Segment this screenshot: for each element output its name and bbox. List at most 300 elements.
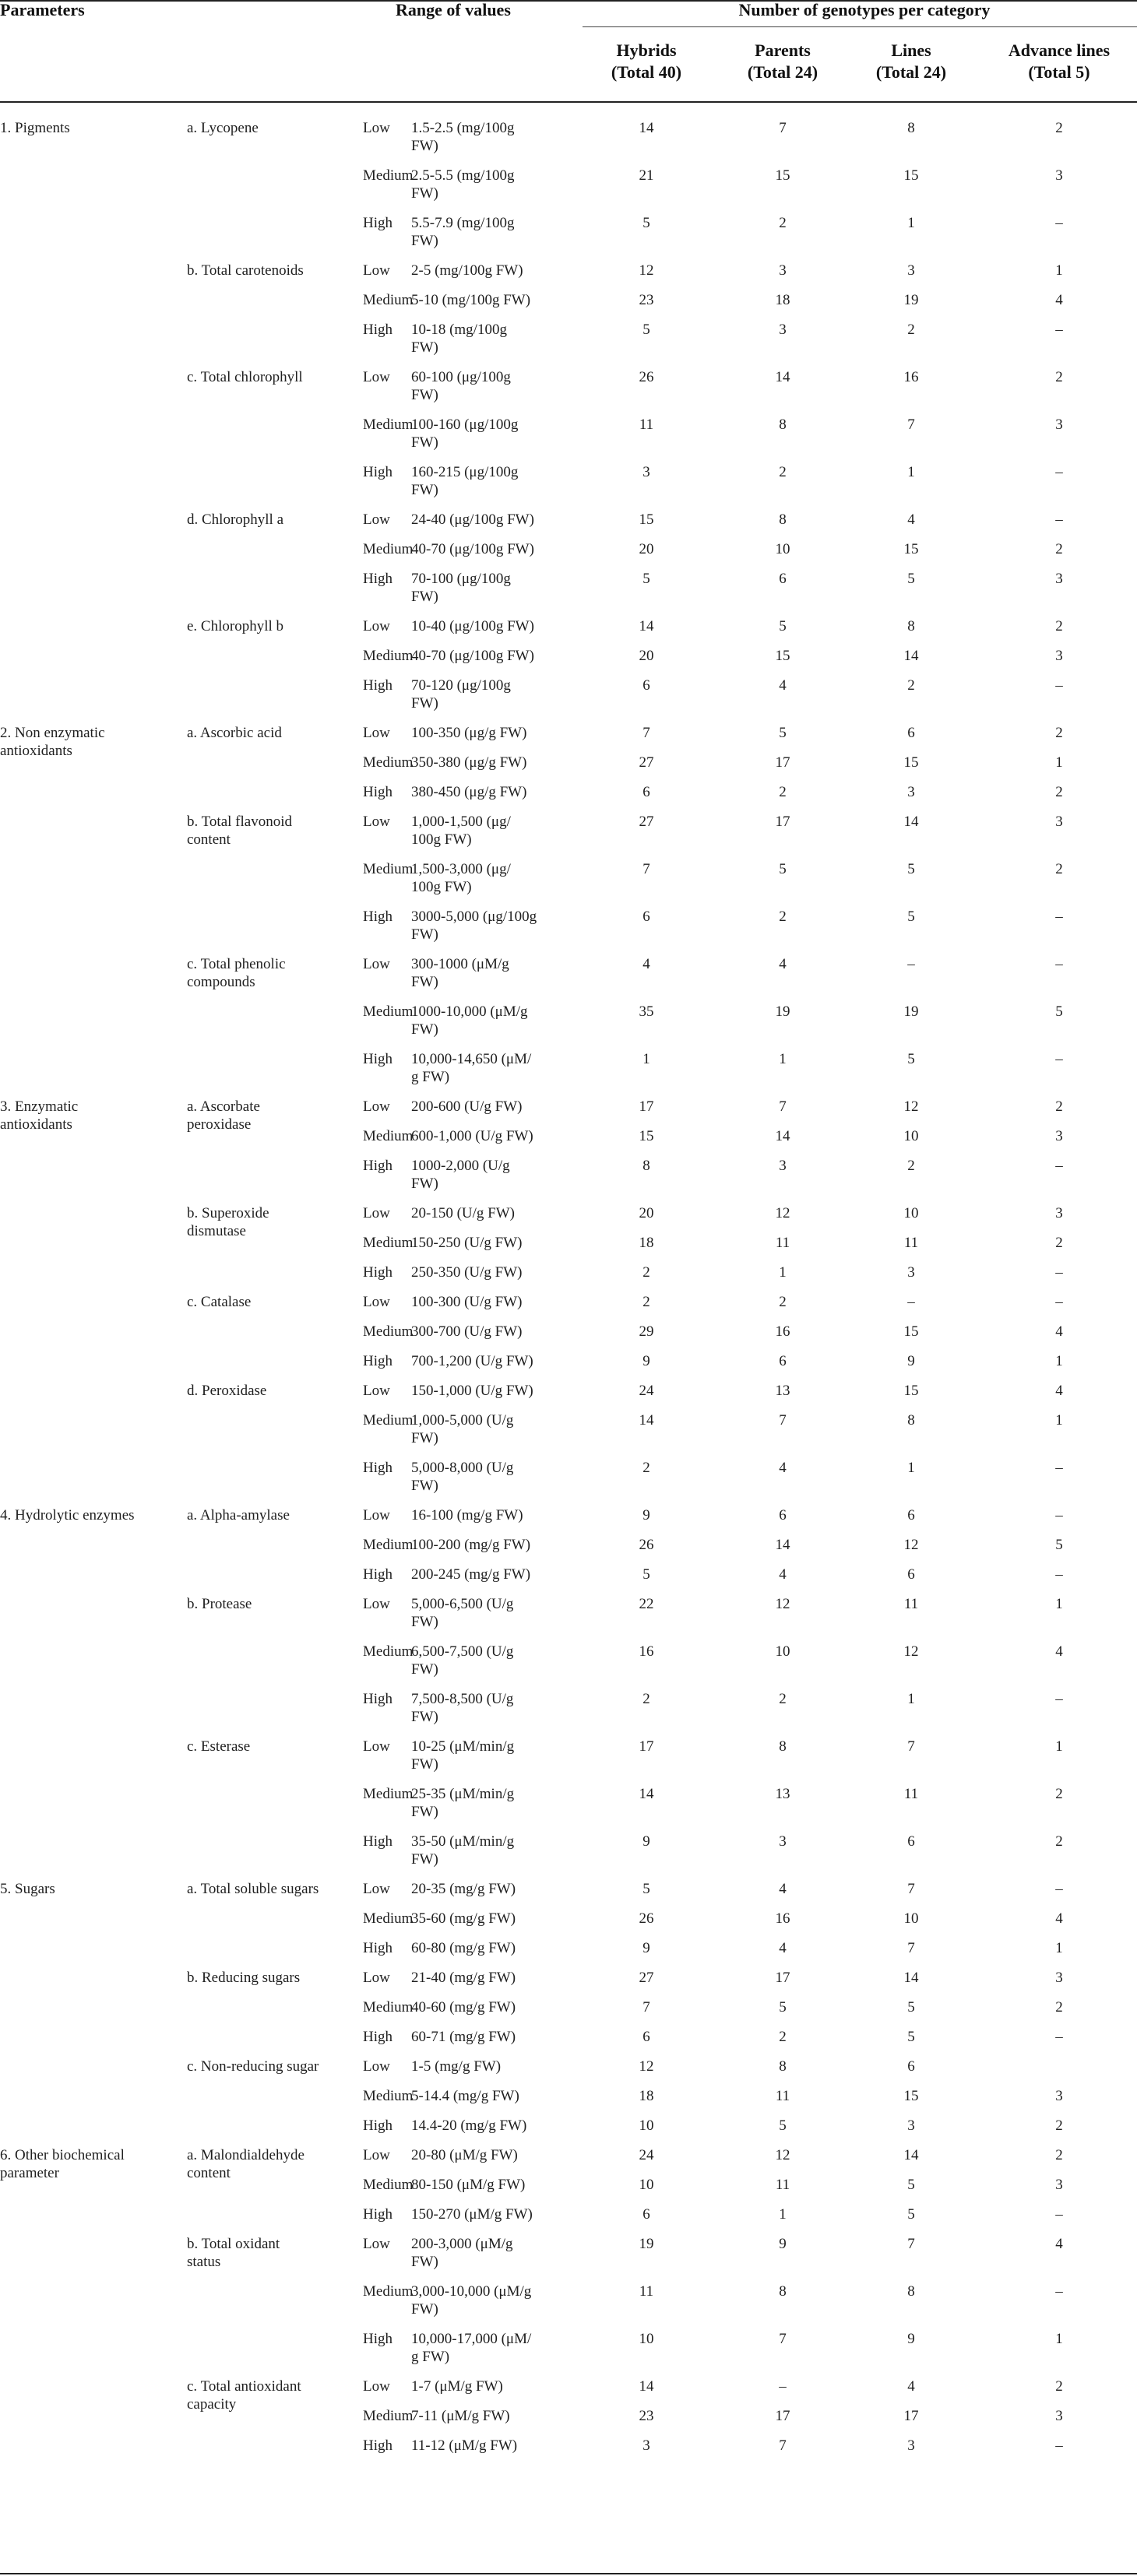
genotype-count: 15 bbox=[903, 2088, 919, 2104]
range-value: 3000-5,000 (μg/100g bbox=[411, 908, 537, 925]
genotype-count: 9 bbox=[779, 2236, 787, 2252]
genotype-count: 4 bbox=[907, 511, 915, 528]
genotype-count: 7 bbox=[907, 1738, 915, 1755]
level-label: Medium bbox=[363, 2283, 414, 2300]
parameter-label: a. Ascorbic acid bbox=[187, 725, 282, 741]
range-value: 100-350 (μg/g FW) bbox=[411, 725, 527, 741]
range-value: 100-300 (U/g FW) bbox=[411, 1294, 523, 1310]
genotype-count: 1 bbox=[642, 1051, 650, 1067]
genotype-count: 6 bbox=[642, 2206, 650, 2223]
genotype-count: 6 bbox=[642, 677, 650, 694]
genotype-count: – bbox=[1055, 1051, 1063, 1067]
genotype-count: 8 bbox=[779, 2283, 787, 2300]
genotype-count: 16 bbox=[639, 1643, 654, 1660]
genotype-count: 5 bbox=[907, 2029, 915, 2045]
genotype-count: 4 bbox=[1055, 2236, 1063, 2252]
genotype-count: 7 bbox=[779, 2331, 787, 2347]
genotype-count: 5 bbox=[779, 2117, 787, 2134]
range-value: FW) bbox=[411, 339, 438, 356]
level-label: High bbox=[363, 2437, 392, 2454]
range-value: FW) bbox=[411, 926, 438, 943]
genotype-count: 3 bbox=[907, 262, 915, 279]
level-label: High bbox=[363, 1833, 392, 1850]
range-value: 160-215 (μg/100g bbox=[411, 464, 519, 480]
genotype-count: 7 bbox=[779, 2437, 787, 2454]
genotype-count: 2 bbox=[642, 1460, 650, 1476]
group-label: 6. Other biochemical bbox=[0, 2147, 125, 2163]
genotype-count: 26 bbox=[639, 1910, 654, 1927]
parameter-label: d. Chlorophyll a bbox=[187, 511, 284, 528]
genotype-count: 2 bbox=[1055, 1786, 1063, 1802]
range-value: FW) bbox=[411, 2301, 438, 2318]
genotype-count: 5 bbox=[907, 861, 915, 877]
genotype-count: 10 bbox=[903, 1128, 919, 1144]
range-value: 5,000-8,000 (U/g bbox=[411, 1460, 514, 1476]
genotype-count: 11 bbox=[775, 2177, 790, 2193]
genotype-count: – bbox=[1055, 1566, 1063, 1583]
range-value: FW) bbox=[411, 387, 438, 403]
genotype-count: 4 bbox=[1055, 1910, 1063, 1927]
genotype-count: 3 bbox=[907, 2437, 915, 2454]
level-label: High bbox=[363, 1691, 392, 1707]
range-value: 1.5-2.5 (mg/100g bbox=[411, 120, 515, 136]
genotype-count: 10 bbox=[903, 1205, 919, 1221]
range-value: 100-200 (mg/g FW) bbox=[411, 1537, 531, 1553]
genotype-count: 3 bbox=[1055, 416, 1063, 433]
range-value: 35-50 (μM/min/g bbox=[411, 1833, 515, 1850]
level-label: Medium bbox=[363, 167, 414, 184]
genotype-count: 7 bbox=[779, 1412, 787, 1429]
genotype-count: 2 bbox=[1055, 369, 1063, 385]
genotype-count: 14 bbox=[639, 2378, 654, 2395]
level-label: High bbox=[363, 2117, 392, 2134]
genotype-count: – bbox=[1055, 1294, 1063, 1310]
genotype-count: 11 bbox=[775, 1235, 790, 1251]
range-value: 150-1,000 (U/g FW) bbox=[411, 1383, 533, 1399]
range-value: FW) bbox=[411, 1851, 438, 1868]
genotype-count: 3 bbox=[1055, 2177, 1063, 2193]
genotype-count: 4 bbox=[1055, 1383, 1063, 1399]
range-value: FW) bbox=[411, 434, 438, 451]
genotype-count: 10 bbox=[903, 1910, 919, 1927]
genotype-count: 1 bbox=[1055, 1353, 1063, 1369]
level-label: Low bbox=[363, 262, 390, 279]
bottom-rule bbox=[0, 2573, 1137, 2574]
genotype-count: 3 bbox=[1055, 571, 1063, 587]
range-value: 2.5-5.5 (mg/100g bbox=[411, 167, 515, 184]
genotype-count: 3 bbox=[779, 322, 787, 338]
range-value: 150-270 (μM/g FW) bbox=[411, 2206, 533, 2223]
genotype-count: 15 bbox=[903, 167, 919, 184]
genotype-count: – bbox=[1055, 322, 1063, 338]
genotype-count: – bbox=[1055, 1460, 1063, 1476]
level-label: Medium bbox=[363, 416, 414, 433]
parameter-label: a. Total soluble sugars bbox=[187, 1881, 319, 1897]
range-value: FW) bbox=[411, 233, 438, 249]
genotype-count: 6 bbox=[642, 784, 650, 800]
genotype-count: 3 bbox=[907, 2117, 915, 2134]
range-value: 10,000-17,000 (μM/ bbox=[411, 2331, 532, 2347]
range-value: 200-3,000 (μM/g bbox=[411, 2236, 513, 2252]
genotype-count: 14 bbox=[903, 1970, 919, 1986]
genotype-count: 8 bbox=[907, 2283, 915, 2300]
level-label: Low bbox=[363, 2058, 390, 2075]
level-label: Low bbox=[363, 369, 390, 385]
genotype-count: 23 bbox=[639, 2408, 654, 2424]
col-advance-name: Advance lines bbox=[1008, 40, 1111, 60]
genotype-count: 4 bbox=[779, 956, 787, 972]
group-label: 3. Enzymatic bbox=[0, 1098, 79, 1115]
genotype-count: 15 bbox=[903, 541, 919, 557]
range-value: g FW) bbox=[411, 1069, 450, 1085]
range-value: 300-700 (U/g FW) bbox=[411, 1323, 523, 1340]
genotype-count: – bbox=[1055, 956, 1063, 972]
genotype-count: 2 bbox=[1055, 1833, 1063, 1850]
genotype-count: 8 bbox=[779, 1738, 787, 1755]
genotype-count: 12 bbox=[775, 1205, 790, 1221]
genotype-count: 5 bbox=[779, 861, 787, 877]
genotype-count: 4 bbox=[779, 1566, 787, 1583]
genotype-count: 5 bbox=[907, 1051, 915, 1067]
genotype-count: – bbox=[1055, 215, 1063, 231]
genotype-count: 9 bbox=[907, 2331, 915, 2347]
range-value: 1000-10,000 (μM/g bbox=[411, 1003, 528, 1020]
range-value: 250-350 (U/g FW) bbox=[411, 1264, 523, 1281]
level-label: Low bbox=[363, 725, 390, 741]
genotype-count: 1 bbox=[1055, 1940, 1063, 1956]
genotype-count: 16 bbox=[903, 369, 919, 385]
range-value: FW) bbox=[411, 695, 438, 712]
parameter-label: c. Total chlorophyll bbox=[187, 369, 303, 385]
range-value: FW) bbox=[411, 974, 438, 990]
range-value: 25-35 (μM/min/g bbox=[411, 1786, 515, 1802]
parameter-label: c. Catalase bbox=[187, 1294, 252, 1310]
genotype-count: 2 bbox=[1055, 1235, 1063, 1251]
genotype-count: 2 bbox=[1055, 120, 1063, 136]
genotype-count: 4 bbox=[779, 677, 787, 694]
range-value: 700-1,200 (U/g FW) bbox=[411, 1353, 533, 1369]
genotype-count: 26 bbox=[639, 1537, 654, 1553]
range-value: 40-70 (μg/100g FW) bbox=[411, 648, 534, 664]
genotype-count: 4 bbox=[642, 956, 650, 972]
genotype-count: – bbox=[1055, 2206, 1063, 2223]
genotype-count: 9 bbox=[642, 1507, 650, 1523]
genotype-count: 2 bbox=[642, 1264, 650, 1281]
genotype-count: 11 bbox=[775, 2088, 790, 2104]
parameter-label: a. Lycopene bbox=[187, 120, 259, 136]
group-label: 1. Pigments bbox=[0, 120, 70, 136]
genotype-count: 2 bbox=[1055, 1098, 1063, 1115]
genotype-count: 3 bbox=[779, 1833, 787, 1850]
genotype-count: 8 bbox=[642, 1158, 650, 1174]
genotype-count: 2 bbox=[1055, 618, 1063, 634]
genotype-count: 14 bbox=[775, 369, 790, 385]
range-value: FW) bbox=[411, 185, 438, 202]
range-value: FW) bbox=[411, 1430, 438, 1446]
genotype-count: 5 bbox=[642, 1881, 650, 1897]
genotype-count: – bbox=[1055, 677, 1063, 694]
parameter-label: c. Total phenolic bbox=[187, 956, 286, 972]
range-value: 21-40 (mg/g FW) bbox=[411, 1970, 516, 1986]
genotype-count: 5 bbox=[642, 215, 650, 231]
genotype-count: – bbox=[1055, 511, 1063, 528]
genotype-count: 1 bbox=[907, 1460, 915, 1476]
genotype-count: 1 bbox=[907, 464, 915, 480]
level-label: High bbox=[363, 1264, 392, 1281]
header-bottom-rule bbox=[0, 101, 1137, 103]
range-value: 60-71 (mg/g FW) bbox=[411, 2029, 516, 2045]
level-label: Low bbox=[363, 618, 390, 634]
level-label: Medium bbox=[363, 1235, 414, 1251]
col-parents-total: (Total 24) bbox=[747, 62, 818, 82]
genotype-count: 8 bbox=[779, 2058, 787, 2075]
genotype-count: 5 bbox=[642, 322, 650, 338]
range-value: FW) bbox=[411, 1804, 438, 1820]
genotype-count: 14 bbox=[639, 1786, 654, 1802]
genotype-count: – bbox=[1055, 2283, 1063, 2300]
genotype-count: 3 bbox=[642, 464, 650, 480]
level-label: Medium bbox=[363, 648, 414, 664]
genotype-count: 2 bbox=[779, 215, 787, 231]
genotype-count: 1 bbox=[779, 1264, 787, 1281]
level-label: High bbox=[363, 1566, 392, 1583]
col-hybrids-total: (Total 40) bbox=[611, 62, 682, 82]
genotype-count: 5 bbox=[907, 908, 915, 925]
range-value: 1,500-3,000 (μg/ bbox=[411, 861, 511, 877]
level-label: Medium bbox=[363, 1999, 414, 2015]
range-value: 24-40 (μg/100g FW) bbox=[411, 511, 534, 528]
genotype-count: 2 bbox=[1055, 1999, 1063, 2015]
genotype-count: 16 bbox=[775, 1323, 790, 1340]
level-label: Low bbox=[363, 1098, 390, 1115]
range-value: FW) bbox=[411, 1661, 438, 1678]
genotype-count: 11 bbox=[639, 2283, 654, 2300]
genotype-count: – bbox=[1055, 1507, 1063, 1523]
level-label: Low bbox=[363, 2236, 390, 2252]
group-label: 5. Sugars bbox=[0, 1881, 55, 1897]
range-value: 35-60 (mg/g FW) bbox=[411, 1910, 516, 1927]
genotype-count: 20 bbox=[639, 1205, 654, 1221]
genotype-count: 29 bbox=[639, 1323, 654, 1340]
level-label: Medium bbox=[363, 1003, 414, 1020]
genotype-count: 1 bbox=[779, 2206, 787, 2223]
genotype-count: 8 bbox=[779, 416, 787, 433]
genotype-count: 15 bbox=[775, 167, 790, 184]
genotype-count: 6 bbox=[907, 2058, 915, 2075]
genotype-count: 7 bbox=[642, 861, 650, 877]
genotype-count: 6 bbox=[642, 908, 650, 925]
level-label: Medium bbox=[363, 541, 414, 557]
genotype-count: 7 bbox=[907, 2236, 915, 2252]
genotype-count: 12 bbox=[903, 1537, 919, 1553]
header-range: Range of values bbox=[396, 0, 511, 19]
genotype-count: 1 bbox=[1055, 262, 1063, 279]
level-label: Low bbox=[363, 1738, 390, 1755]
range-value: 150-250 (U/g FW) bbox=[411, 1235, 523, 1251]
genotype-count: 5 bbox=[907, 1999, 915, 2015]
col-parents-name: Parents bbox=[755, 40, 811, 60]
genotype-count: 14 bbox=[903, 648, 919, 664]
genotype-count: 6 bbox=[779, 1353, 787, 1369]
genotype-count: 10 bbox=[639, 2117, 654, 2134]
genotype-count: 3 bbox=[1055, 1205, 1063, 1221]
level-label: Medium bbox=[363, 1537, 414, 1553]
genotype-count: 8 bbox=[907, 1412, 915, 1429]
range-value: 100g FW) bbox=[411, 831, 472, 848]
header-parameters: Parameters bbox=[0, 0, 85, 19]
level-label: Low bbox=[363, 1881, 390, 1897]
genotype-count: 2 bbox=[779, 1294, 787, 1310]
genotype-count: 5 bbox=[642, 571, 650, 587]
genotype-count: 15 bbox=[903, 1383, 919, 1399]
genotype-count: 3 bbox=[907, 784, 915, 800]
genotype-count: 13 bbox=[775, 1383, 790, 1399]
parameter-label: capacity bbox=[187, 2396, 237, 2413]
range-value: 1,000-5,000 (U/g bbox=[411, 1412, 514, 1429]
level-label: Medium bbox=[363, 1910, 414, 1927]
genotype-count: 5 bbox=[779, 725, 787, 741]
level-label: High bbox=[363, 1460, 392, 1476]
range-value: 5-14.4 (mg/g FW) bbox=[411, 2088, 519, 2104]
genotype-count: 24 bbox=[639, 2147, 654, 2163]
genotype-count: 10 bbox=[775, 541, 790, 557]
level-label: Medium bbox=[363, 2177, 414, 2193]
genotype-count: 17 bbox=[775, 1970, 790, 1986]
genotype-count: 3 bbox=[1055, 1970, 1063, 1986]
genotype-count: 4 bbox=[779, 1881, 787, 1897]
genotype-count: 9 bbox=[907, 1353, 915, 1369]
genotype-count: 4 bbox=[1055, 1323, 1063, 1340]
group-label: antioxidants bbox=[0, 1116, 72, 1133]
genotype-count: 9 bbox=[642, 1353, 650, 1369]
range-value: FW) bbox=[411, 1021, 438, 1038]
level-label: Low bbox=[363, 1294, 390, 1310]
range-value: 100g FW) bbox=[411, 879, 472, 895]
genotype-count: 13 bbox=[775, 1786, 790, 1802]
level-label: High bbox=[363, 1940, 392, 1956]
range-value: 20-80 (μM/g FW) bbox=[411, 2147, 518, 2163]
parameter-label: b. Total flavonoid bbox=[187, 814, 292, 830]
range-value: 10-40 (μg/100g FW) bbox=[411, 618, 534, 634]
level-label: Medium bbox=[363, 1323, 414, 1340]
parameter-label: b. Total carotenoids bbox=[187, 262, 304, 279]
range-value: 70-100 (μg/100g bbox=[411, 571, 511, 587]
range-value: 350-380 (μg/g FW) bbox=[411, 754, 527, 771]
genotype-count: 4 bbox=[1055, 292, 1063, 308]
genotype-count: 19 bbox=[903, 1003, 919, 1020]
header-group-underline bbox=[583, 26, 1137, 27]
group-label: antioxidants bbox=[0, 743, 72, 759]
parameter-label: a. Malondialdehyde bbox=[187, 2147, 304, 2163]
parameter-label: b. Protease bbox=[187, 1596, 252, 1612]
col-lines-name: Lines bbox=[891, 40, 931, 60]
parameter-label: a. Alpha-amylase bbox=[187, 1507, 290, 1523]
genotype-count: 3 bbox=[907, 1264, 915, 1281]
genotype-count: 4 bbox=[1055, 1643, 1063, 1660]
genotype-count: 1 bbox=[1055, 1596, 1063, 1612]
genotype-count: 18 bbox=[775, 292, 790, 308]
genotype-count: 6 bbox=[779, 571, 787, 587]
genotype-count: 5 bbox=[1055, 1537, 1063, 1553]
parameter-label: c. Esterase bbox=[187, 1738, 251, 1755]
genotype-count: 2 bbox=[907, 1158, 915, 1174]
parameter-label: content bbox=[187, 2165, 231, 2181]
genotype-count: 3 bbox=[642, 2437, 650, 2454]
genotype-count: 2 bbox=[1055, 861, 1063, 877]
genotype-count: – bbox=[1055, 2437, 1063, 2454]
level-label: Low bbox=[363, 1383, 390, 1399]
genotype-count: 5 bbox=[1055, 1003, 1063, 1020]
genotype-count: 1 bbox=[1055, 1738, 1063, 1755]
level-label: High bbox=[363, 1353, 392, 1369]
parameter-label: b. Reducing sugars bbox=[187, 1970, 301, 1986]
genotype-count: – bbox=[907, 956, 915, 972]
parameter-label: e. Chlorophyll b bbox=[187, 618, 284, 634]
range-value: 5,000-6,500 (U/g bbox=[411, 1596, 514, 1612]
range-value: 20-150 (U/g FW) bbox=[411, 1205, 515, 1221]
genotype-count: 5 bbox=[907, 2206, 915, 2223]
genotype-count: 14 bbox=[903, 814, 919, 830]
genotype-count: 7 bbox=[907, 1940, 915, 1956]
range-value: 7,500-8,500 (U/g bbox=[411, 1691, 514, 1707]
level-label: High bbox=[363, 1051, 392, 1067]
range-value: 80-150 (μM/g FW) bbox=[411, 2177, 526, 2193]
range-value: FW) bbox=[411, 1756, 438, 1773]
range-value: 300-1000 (μM/g bbox=[411, 956, 509, 972]
header-group: Number of genotypes per category bbox=[738, 0, 991, 19]
level-label: Low bbox=[363, 1205, 390, 1221]
genotype-count: 2 bbox=[1055, 541, 1063, 557]
genotype-count: 21 bbox=[639, 167, 654, 184]
genotype-count: 27 bbox=[639, 754, 654, 771]
genotype-count: – bbox=[1055, 908, 1063, 925]
genotype-count: – bbox=[1055, 1264, 1063, 1281]
parameter-label: peroxidase bbox=[187, 1116, 252, 1133]
genotype-count: 19 bbox=[903, 292, 919, 308]
genotype-count: 19 bbox=[639, 2236, 654, 2252]
group-label: 4. Hydrolytic enzymes bbox=[0, 1507, 135, 1523]
genotype-count: 2 bbox=[642, 1294, 650, 1310]
genotype-count: 2 bbox=[779, 1691, 787, 1707]
level-label: Medium bbox=[363, 2088, 414, 2104]
genotype-count: – bbox=[1055, 2029, 1063, 2045]
genotype-count: – bbox=[779, 2378, 787, 2395]
genotype-count: 26 bbox=[639, 369, 654, 385]
genotype-count: 6 bbox=[907, 1833, 915, 1850]
genotype-count: 3 bbox=[779, 262, 787, 279]
genotype-count: 2 bbox=[642, 1691, 650, 1707]
level-label: Medium bbox=[363, 754, 414, 771]
range-value: 60-100 (μg/100g bbox=[411, 369, 511, 385]
genotype-count: 35 bbox=[639, 1003, 654, 1020]
level-label: Medium bbox=[363, 1643, 414, 1660]
range-value: 40-70 (μg/100g FW) bbox=[411, 541, 534, 557]
genotype-count: 8 bbox=[907, 120, 915, 136]
genotype-count: 3 bbox=[779, 1158, 787, 1174]
range-value: 7-11 (μM/g FW) bbox=[411, 2408, 510, 2424]
level-label: High bbox=[363, 571, 392, 587]
level-label: Low bbox=[363, 814, 390, 830]
genotype-count: 27 bbox=[639, 814, 654, 830]
parameter-label: b. Total oxidant bbox=[187, 2236, 280, 2252]
genotype-count: 23 bbox=[639, 292, 654, 308]
genotype-count: 10 bbox=[775, 1643, 790, 1660]
genotype-count: 14 bbox=[775, 1537, 790, 1553]
genotype-count: 5 bbox=[642, 1566, 650, 1583]
genotype-count: 7 bbox=[642, 1999, 650, 2015]
genotype-count: 3 bbox=[1055, 2408, 1063, 2424]
genotype-count: 5 bbox=[779, 1999, 787, 2015]
